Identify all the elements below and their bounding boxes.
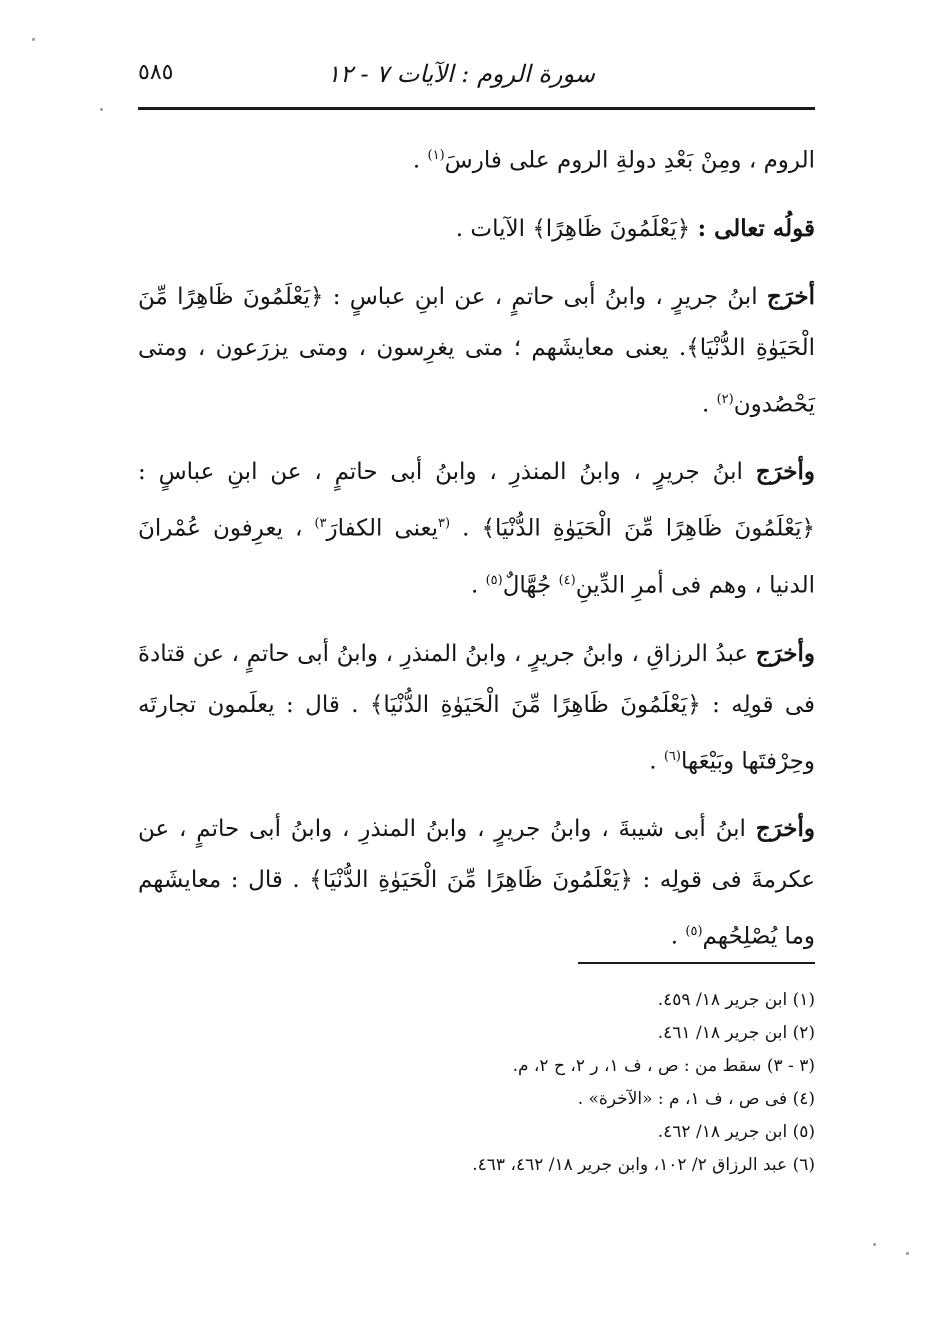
footnote-4: (٤) فى ص ، ف ١، م : «الآخرة» . (577, 1089, 815, 1109)
narration-lead: أخرَج (766, 282, 815, 310)
paragraph-text-2: . يعنى معايشَهم ؛ متى يغرِسون ، ومتى يزرَعون ، ومتى يَحْصُدون (138, 334, 815, 418)
paragraph-end: . (701, 391, 717, 418)
footnote-marker-close[interactable]: ٣) (314, 516, 327, 532)
paragraph-3 (138, 271, 815, 431)
verse-heading: قولُه تعالى : (697, 214, 815, 242)
narration-lead: وأخرَج (755, 815, 815, 843)
paragraph-end: . (412, 147, 428, 174)
paragraph-2 (138, 203, 815, 255)
quran-quote: ﴿يَعْلَمُونَ ظَاهِرًا مِّنَ الْحَيَوٰةِ الدُّنْيَا﴾ (369, 691, 701, 718)
quran-quote: ﴿يَعْلَمُونَ ظَاهِرًا مِّنَ الْحَيَوٰةِ الدُّنْيَا﴾ (309, 867, 633, 894)
footnote-5: (٥) ابن جرير ١٨/ ٤٦٢. (657, 1122, 815, 1142)
paragraph-end: . (670, 923, 686, 950)
footnotes (138, 984, 815, 1182)
footnote-6: (٦) عبد الرزاق ٢/ ١٠٢، وابن جرير ١٨/ ٤٦٢، ٤٦٣. (472, 1155, 815, 1175)
paragraph-text-3: يعنى الكفارَ (326, 515, 439, 542)
scan-speck (100, 108, 103, 111)
paragraph-text: عبدُ الرزاقِ ، وابنُ جريرٍ ، وابنُ المنذرِ ، وابنُ أبى حاتمٍ ، عن قتادةَ فى قولِه : (138, 640, 816, 718)
paragraph-4 (138, 446, 815, 611)
narration-lead: وأخرَج (755, 639, 815, 667)
paragraph-text: ابنُ أبى شيبةَ ، وابنُ جريرٍ ، وابنُ المنذرِ ، وابنُ أبى حاتمٍ ، عن عكرمةَ فى قولِه : (138, 816, 815, 894)
paragraph-text-5: جُهَّالٌ (502, 572, 559, 599)
narration-lead: وأخرَج (755, 458, 815, 486)
paragraph-end: . (649, 748, 664, 775)
header-divider (138, 107, 815, 110)
paragraph-text-2: . قال : معايشَهم وما يُصْلِحُهم (138, 867, 815, 950)
header-title: سورة الروم : الآيات ٧ - ١٢ (327, 60, 595, 88)
paragraph-text: ابنُ جريرٍ ، وابنُ أبى حاتمٍ ، عن ابنِ عباسٍ : (323, 283, 767, 310)
footnote-marker-open[interactable]: (٣ (438, 516, 451, 532)
paragraph-text: الروم ، ومِنْ بَعْدِ دولةِ الروم على فارسَ (444, 147, 815, 174)
paragraph-6 (138, 803, 815, 963)
paragraph-end: . (470, 572, 486, 599)
footnote-marker[interactable]: (١) (427, 148, 445, 163)
paragraph-text: ابنُ جريرٍ ، وابنُ المنذرِ ، وابنُ أبى حاتمٍ ، عن ابنِ عباسٍ : (138, 459, 756, 486)
scan-speck (873, 1243, 876, 1246)
footnote-marker[interactable]: (٤) (558, 572, 576, 588)
paragraph-5 (138, 628, 815, 788)
footnote-marker[interactable]: (٢) (716, 391, 734, 407)
paragraph-text: الآيات . (455, 215, 533, 242)
paragraph-text-4: ، يعرِفون عُمْرانَ الدنيا ، وهم فى أمرِ الدِّينِ (138, 515, 815, 599)
footnote-marker[interactable]: (٥) (685, 924, 703, 940)
running-header (138, 54, 815, 104)
paragraph-text-2: . (450, 515, 482, 542)
footnote-marker[interactable]: (٥) (485, 572, 503, 588)
paragraph-text-2: . قال : يعلَمون تجارتَه وحِرْفتَها وبَيْعَها (138, 691, 815, 775)
quran-quote: ﴿يَعْلَمُونَ ظَاهِرًا مِّنَ الْحَيَوٰةِ الدُّنْيَا﴾ (481, 515, 816, 542)
page-number: ٥٨٥ (138, 60, 174, 85)
footnote-marker[interactable]: (٦) (663, 748, 681, 764)
scan-speck (906, 1252, 909, 1255)
scan-speck (32, 38, 35, 41)
quran-quote: ﴿يَعْلَمُونَ ظَاهِرًا مِّنَ الْحَيَوٰةِ الدُّنْيَا﴾ (138, 283, 815, 361)
quran-quote: ﴿يَعْلَمُونَ ظَاهِرًا﴾ (532, 215, 691, 242)
paragraph-1 (138, 130, 815, 187)
footnote-divider (578, 962, 815, 964)
main-text (138, 130, 815, 963)
footnote-1: (١) ابن جرير ١٨/ ٤٥٩. (657, 990, 815, 1010)
footnote-2: (٢) ابن جرير ١٨/ ٤٦١. (657, 1023, 815, 1043)
footnote-3: (٣ - ٣) سقط من : ص ، ف ١، ر ٢، ح ٢، م. (512, 1056, 815, 1076)
